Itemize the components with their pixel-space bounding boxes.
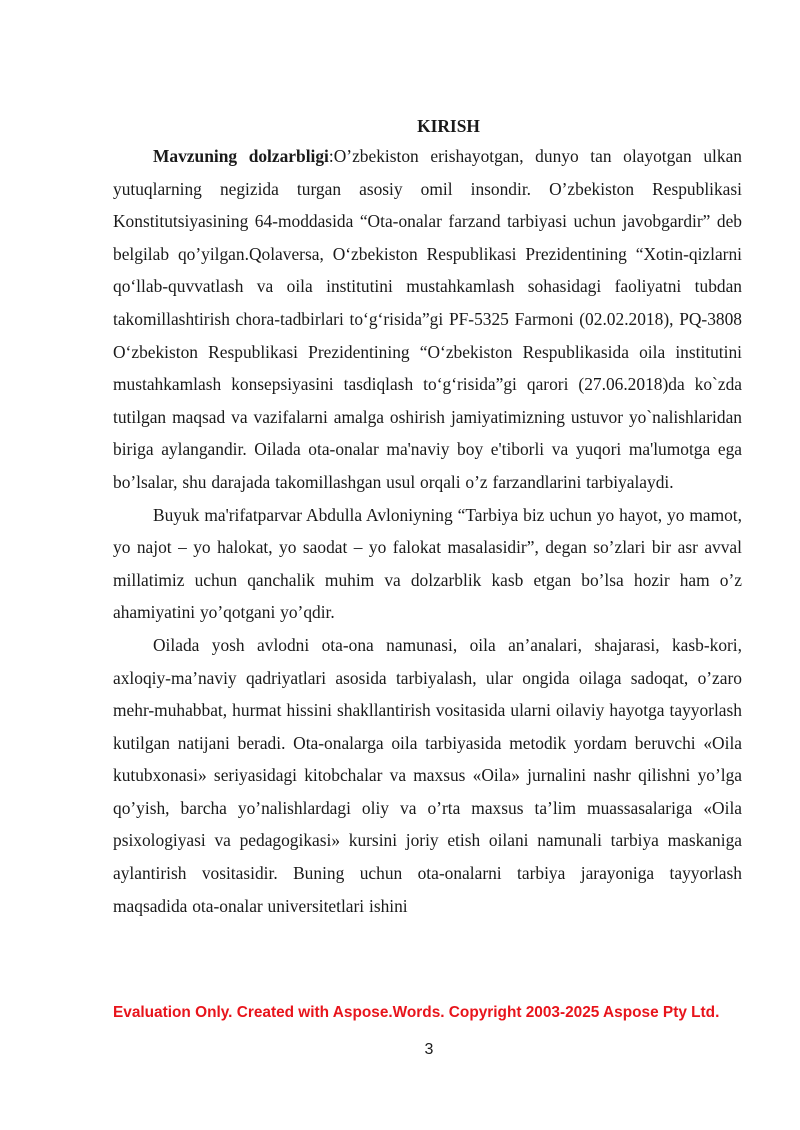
paragraph-text: Oilada yosh avlodni ota-ona namunasi, oila an’analari, shajarasi, kasb-kori, axloqiy-ma’naviy qadriyatlari asosida tarbiyalash, ular ongida oilaga sadoqat, o’zaro mehr-muhabbat, hurmat hissini shakllantirish vositasida ularni oilaviy hayotga tayyorlash kutilgan natijani beradi. Ota-onalarga oila tarbiyasida metodik yordam beruvchi «Oila kutubxonasi» seriyasidagi kitobchalar va maxsus «Oila» jurnalini nashr qilishni yo’lga qo’yish, barcha yo’nalishlardagi oliy va o’rta maxsus ta’lim muassasalariga «Oila psixologiyasi va pedagogikasi» kursini joriy etish oilani namunali tarbiya maskaniga aylantirish vositasidir. Buning uchun ota-onalarni tarbiya jarayoniga tayyorlash maqsadida ota-onalar universitetlari ishini (113, 634, 742, 916)
evaluation-watermark: Evaluation Only. Created with Aspose.Words. Copyright 2003-2025 Aspose Pty Ltd. (113, 1004, 720, 1021)
page-number: 3 (424, 1041, 434, 1058)
page-body (113, 112, 742, 922)
paragraph-text: Buyuk ma'rifatparvar Abdulla Avloniyning “Tarbiya biz uchun yo hayot, yo mamot, yo najot – yo halokat, yo saodat – yo falokat masalasidir”, degan so’zlari bir asr avval millatimiz uchun qanchalik muhim va dolzarblik kasb etgan bo’lsa hozir ham o’z ahamiyatini yo’qotgani yo’qdir. (113, 504, 742, 623)
paragraph-avloniy (113, 499, 742, 629)
paragraph-relevance (113, 140, 742, 499)
paragraph-lead-bold: Mavzuning dolzarbligi (153, 146, 329, 166)
section-heading: KIRISH (417, 116, 480, 136)
paragraph-family-education (113, 629, 742, 922)
paragraph-text: :O’zbekiston erishayotgan, dunyo tan olayotgan ulkan yutuqlarning negizida turgan asosiy omil insondir. O’zbekiston Respublikasi Konstitutsiyasining 64-moddasida “Ota-onalar farzand tarbiyasi uchun javobgardir” deb belgilab qo’yilgan.Qolaversa, O‘zbekiston Respublikasi Prezidentining “Xotin-qizlarni qo‘llab-quvvatlash va oila institutini mustahkamlash sohasidagi faoliyatni tubdan takomillashtirish chora-tadbirlari to‘g‘risida”gi PF-5325 Farmoni (02.02.2018), PQ-3808 O‘zbekiston Respublikasi Prezidentining “O‘zbekiston Respublikasida oila institutini mustahkamlash konsepsiyasini tasdiqlash to‘g‘risida”gi qarori (27.06.2018)da ko`zda tutilgan maqsad va vazifalarni amalga oshirish jamiyatimizning ustuvor yo`nalishlaridan biriga aylangandir. Oilada ota-onalar ma'naviy boy e'tiborli va yuqori ma'lumotga ega bo’lsalar, shu darajada takomillashgan usul orqali o’z farzandlarini tarbiyalaydi. (113, 146, 742, 492)
